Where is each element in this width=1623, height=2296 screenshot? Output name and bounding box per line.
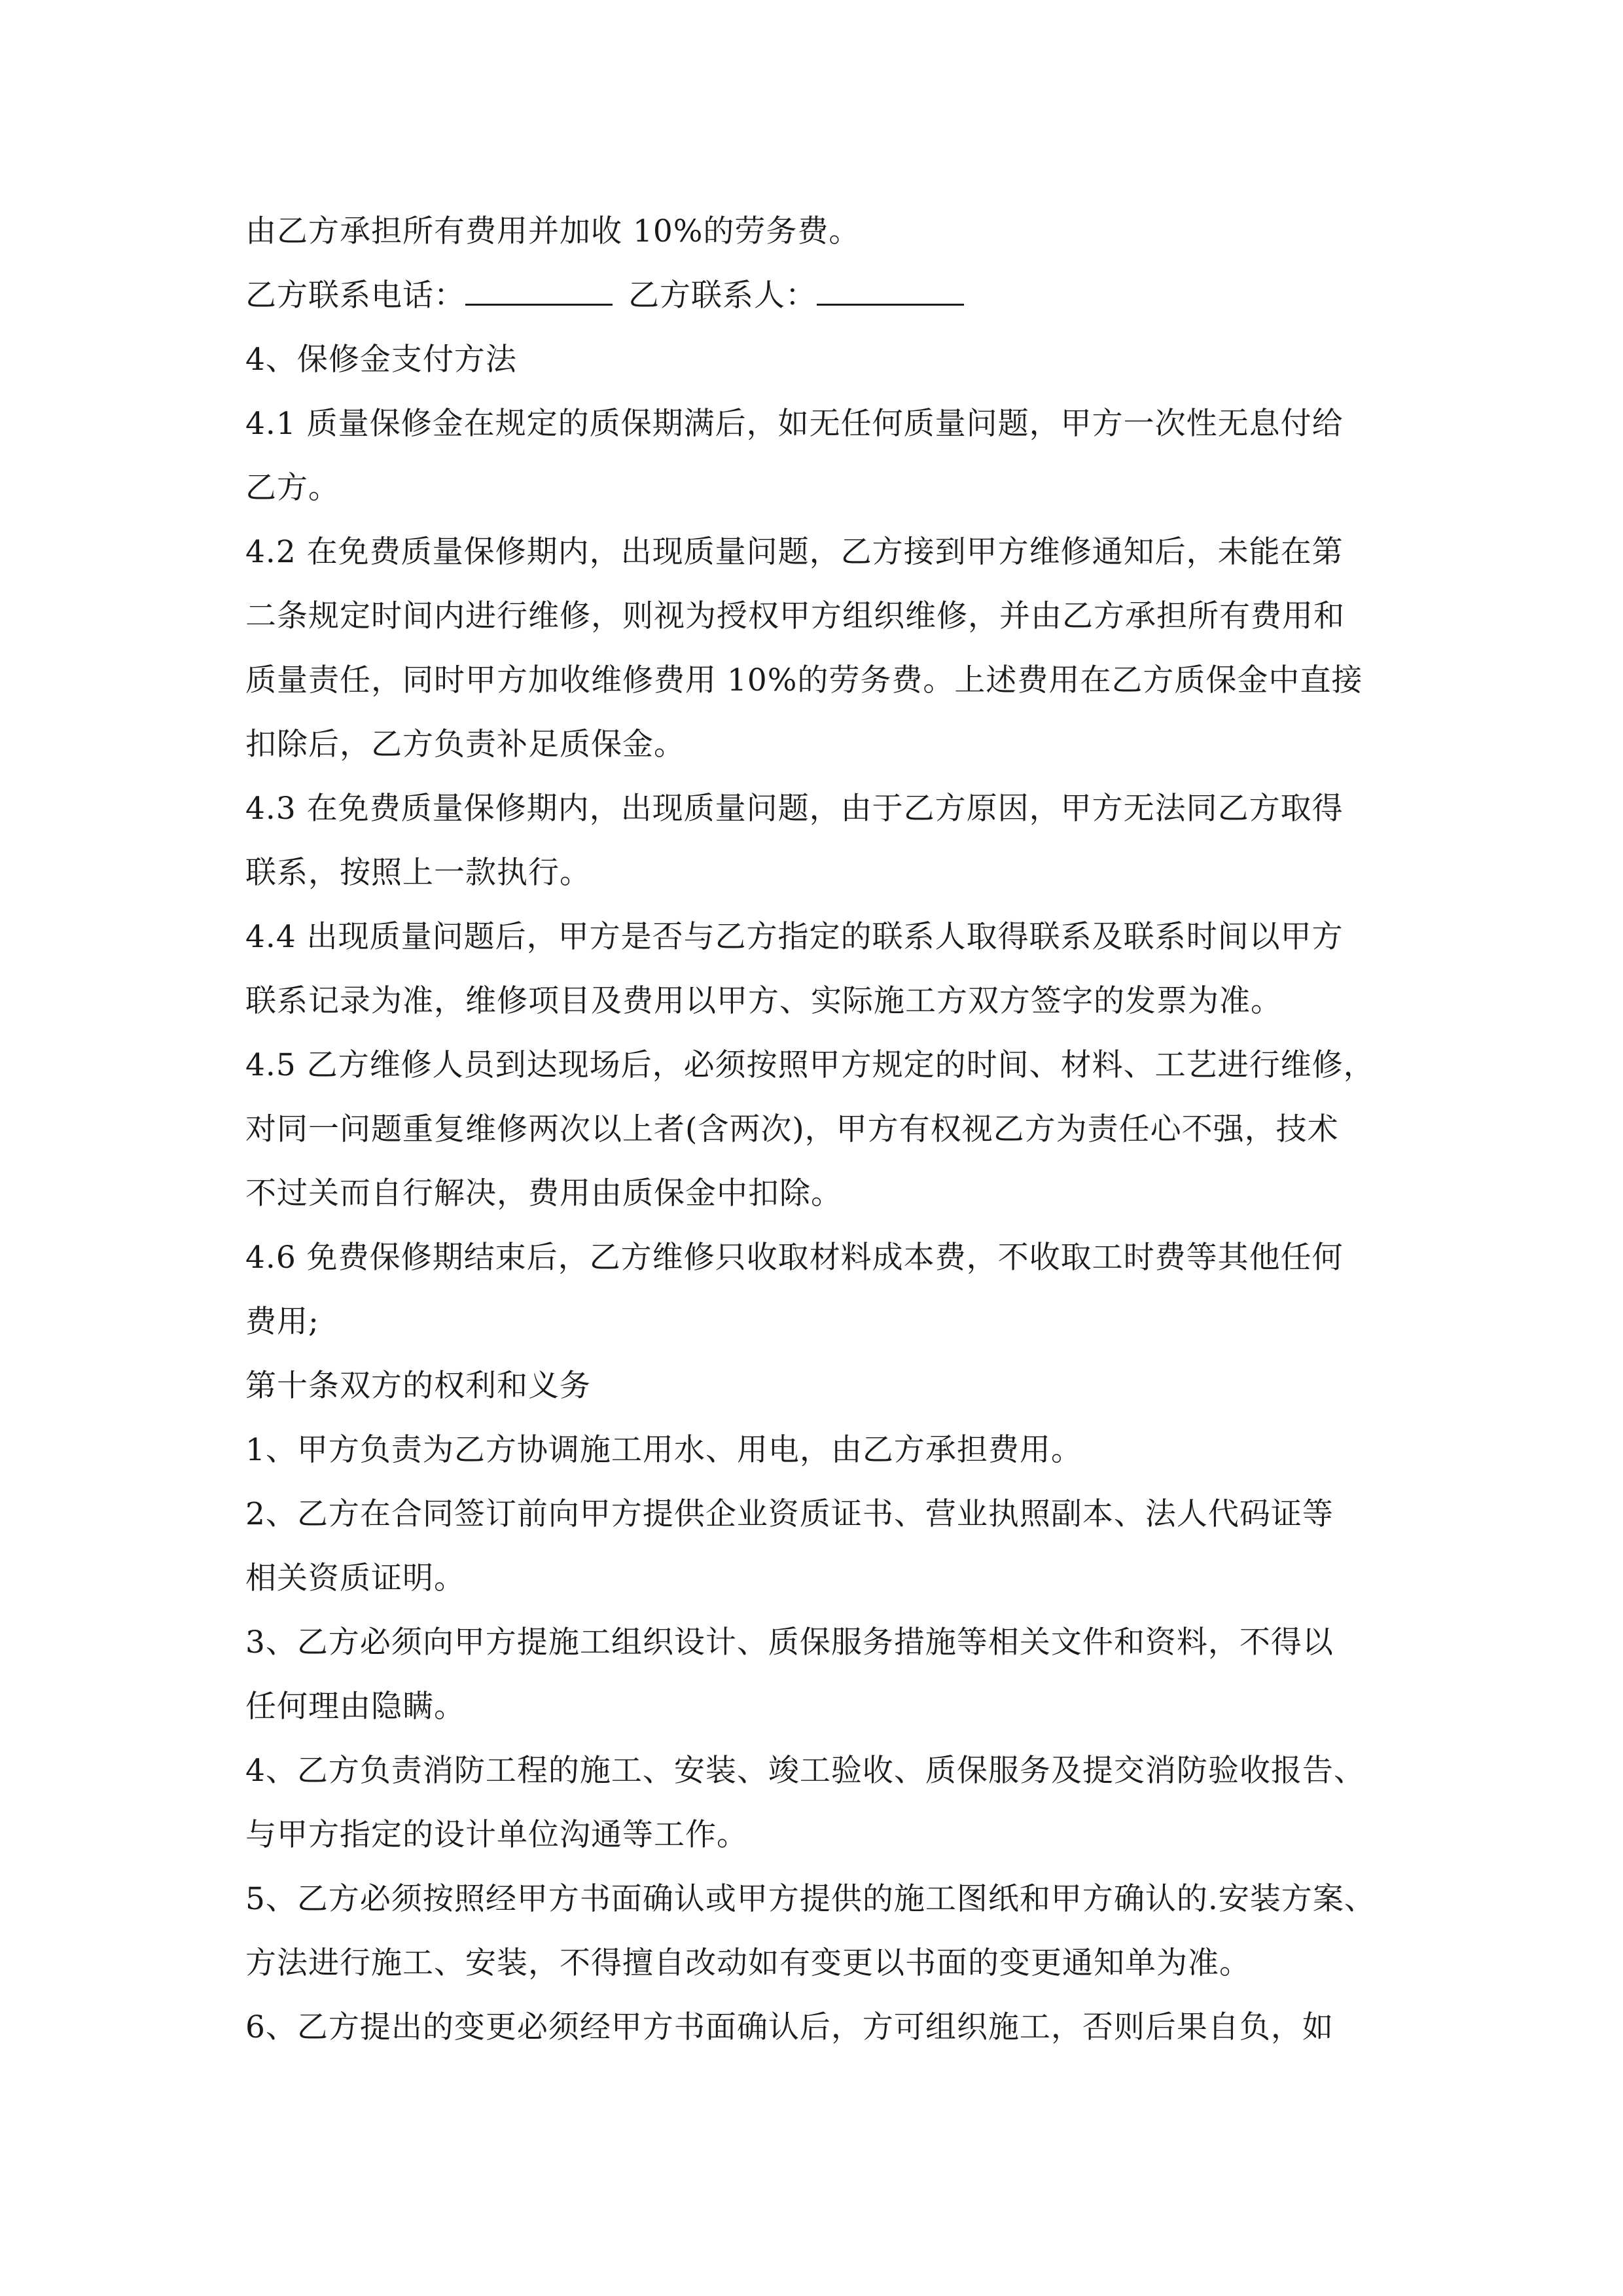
text-line: 4、乙方负责消防工程的施工、安装、竣工验收、质保服务及提交消防验收报告、 bbox=[245, 1753, 1365, 1789]
person-label: 乙方联系人： bbox=[628, 278, 817, 314]
text-line: 任何理由隐瞒。 bbox=[245, 1689, 465, 1725]
text-line: 4.6 免费保修期结束后，乙方维修只收取材料成本费，不收取工时费等其他任何 bbox=[245, 1240, 1344, 1276]
text-line: 4.2 在免费质量保修期内，出现质量问题，乙方接到甲方维修通知后，未能在第 bbox=[245, 534, 1344, 570]
text-line: 费用; bbox=[245, 1304, 319, 1340]
text-line: 乙方。 bbox=[245, 470, 340, 506]
person-blank bbox=[817, 278, 964, 306]
text-line: 1、甲方负责为乙方协调施工用水、用电，由乙方承担费用。 bbox=[245, 1432, 1082, 1468]
text-line: 相关资质证明。 bbox=[245, 1560, 465, 1596]
text-line: 5、乙方必须按照经甲方书面确认或甲方提供的施工图纸和甲方确认的.安装方案、 bbox=[245, 1881, 1376, 1917]
text-line: 由乙方承担所有费用并加收 10%的劳务费。 bbox=[245, 213, 861, 249]
text-line: 扣除后，乙方负责补足质保金。 bbox=[245, 726, 685, 762]
text-line: 4.3 在免费质量保修期内，出现质量问题，由于乙方原因，甲方无法同乙方取得 bbox=[245, 791, 1344, 827]
text-line: 4.4 出现质量问题后，甲方是否与乙方指定的联系人取得联系及联系时间以甲方 bbox=[245, 919, 1344, 955]
text-line: 方法进行施工、安装，不得擅自改动如有变更以书面的变更通知单为准。 bbox=[245, 1945, 1251, 1981]
section-heading: 第十条双方的权利和义务 bbox=[245, 1368, 591, 1404]
text-line: 3、乙方必须向甲方提施工组织设计、质保服务措施等相关文件和资料，不得以 bbox=[245, 1624, 1334, 1660]
text-line: 联系，按照上一款执行。 bbox=[245, 855, 591, 891]
contact-line bbox=[245, 264, 1397, 328]
phone-blank bbox=[465, 278, 613, 306]
text-line: 4.1 质量保修金在规定的质保期满后，如无任何质量问题，甲方一次性无息付给 bbox=[245, 406, 1344, 442]
text-line: 二条规定时间内进行维修，则视为授权甲方组织维修，并由乙方承担所有费用和 bbox=[245, 598, 1345, 634]
text-line: 4.5 乙方维修人员到达现场后，必须按照甲方规定的时间、材料、工艺进行维修， bbox=[245, 1047, 1375, 1083]
text-line: 联系记录为准，维修项目及费用以甲方、实际施工方双方签字的发票为准。 bbox=[245, 983, 1282, 1019]
text-line: 与甲方指定的设计单位沟通等工作。 bbox=[245, 1817, 748, 1853]
text-line: 质量责任，同时甲方加收维修费用 10%的劳务费。上述费用在乙方质保金中直接 bbox=[245, 662, 1363, 698]
text-line: 不过关而自行解决，费用由质保金中扣除。 bbox=[245, 1175, 842, 1211]
phone-label: 乙方联系电话： bbox=[245, 278, 465, 314]
text-line: 6、乙方提出的变更必须经甲方书面确认后，方可组织施工，否则后果自负，如 bbox=[245, 2009, 1334, 2045]
text-line: 对同一问题重复维修两次以上者(含两次)，甲方有权视乙方为责任心不强，技术 bbox=[245, 1111, 1339, 1147]
text-line: 2、乙方在合同签订前向甲方提供企业资质证书、营业执照副本、法人代码证等 bbox=[245, 1496, 1334, 1532]
section-heading: 4、保修金支付方法 bbox=[245, 342, 517, 378]
contract-text bbox=[245, 200, 1397, 2060]
